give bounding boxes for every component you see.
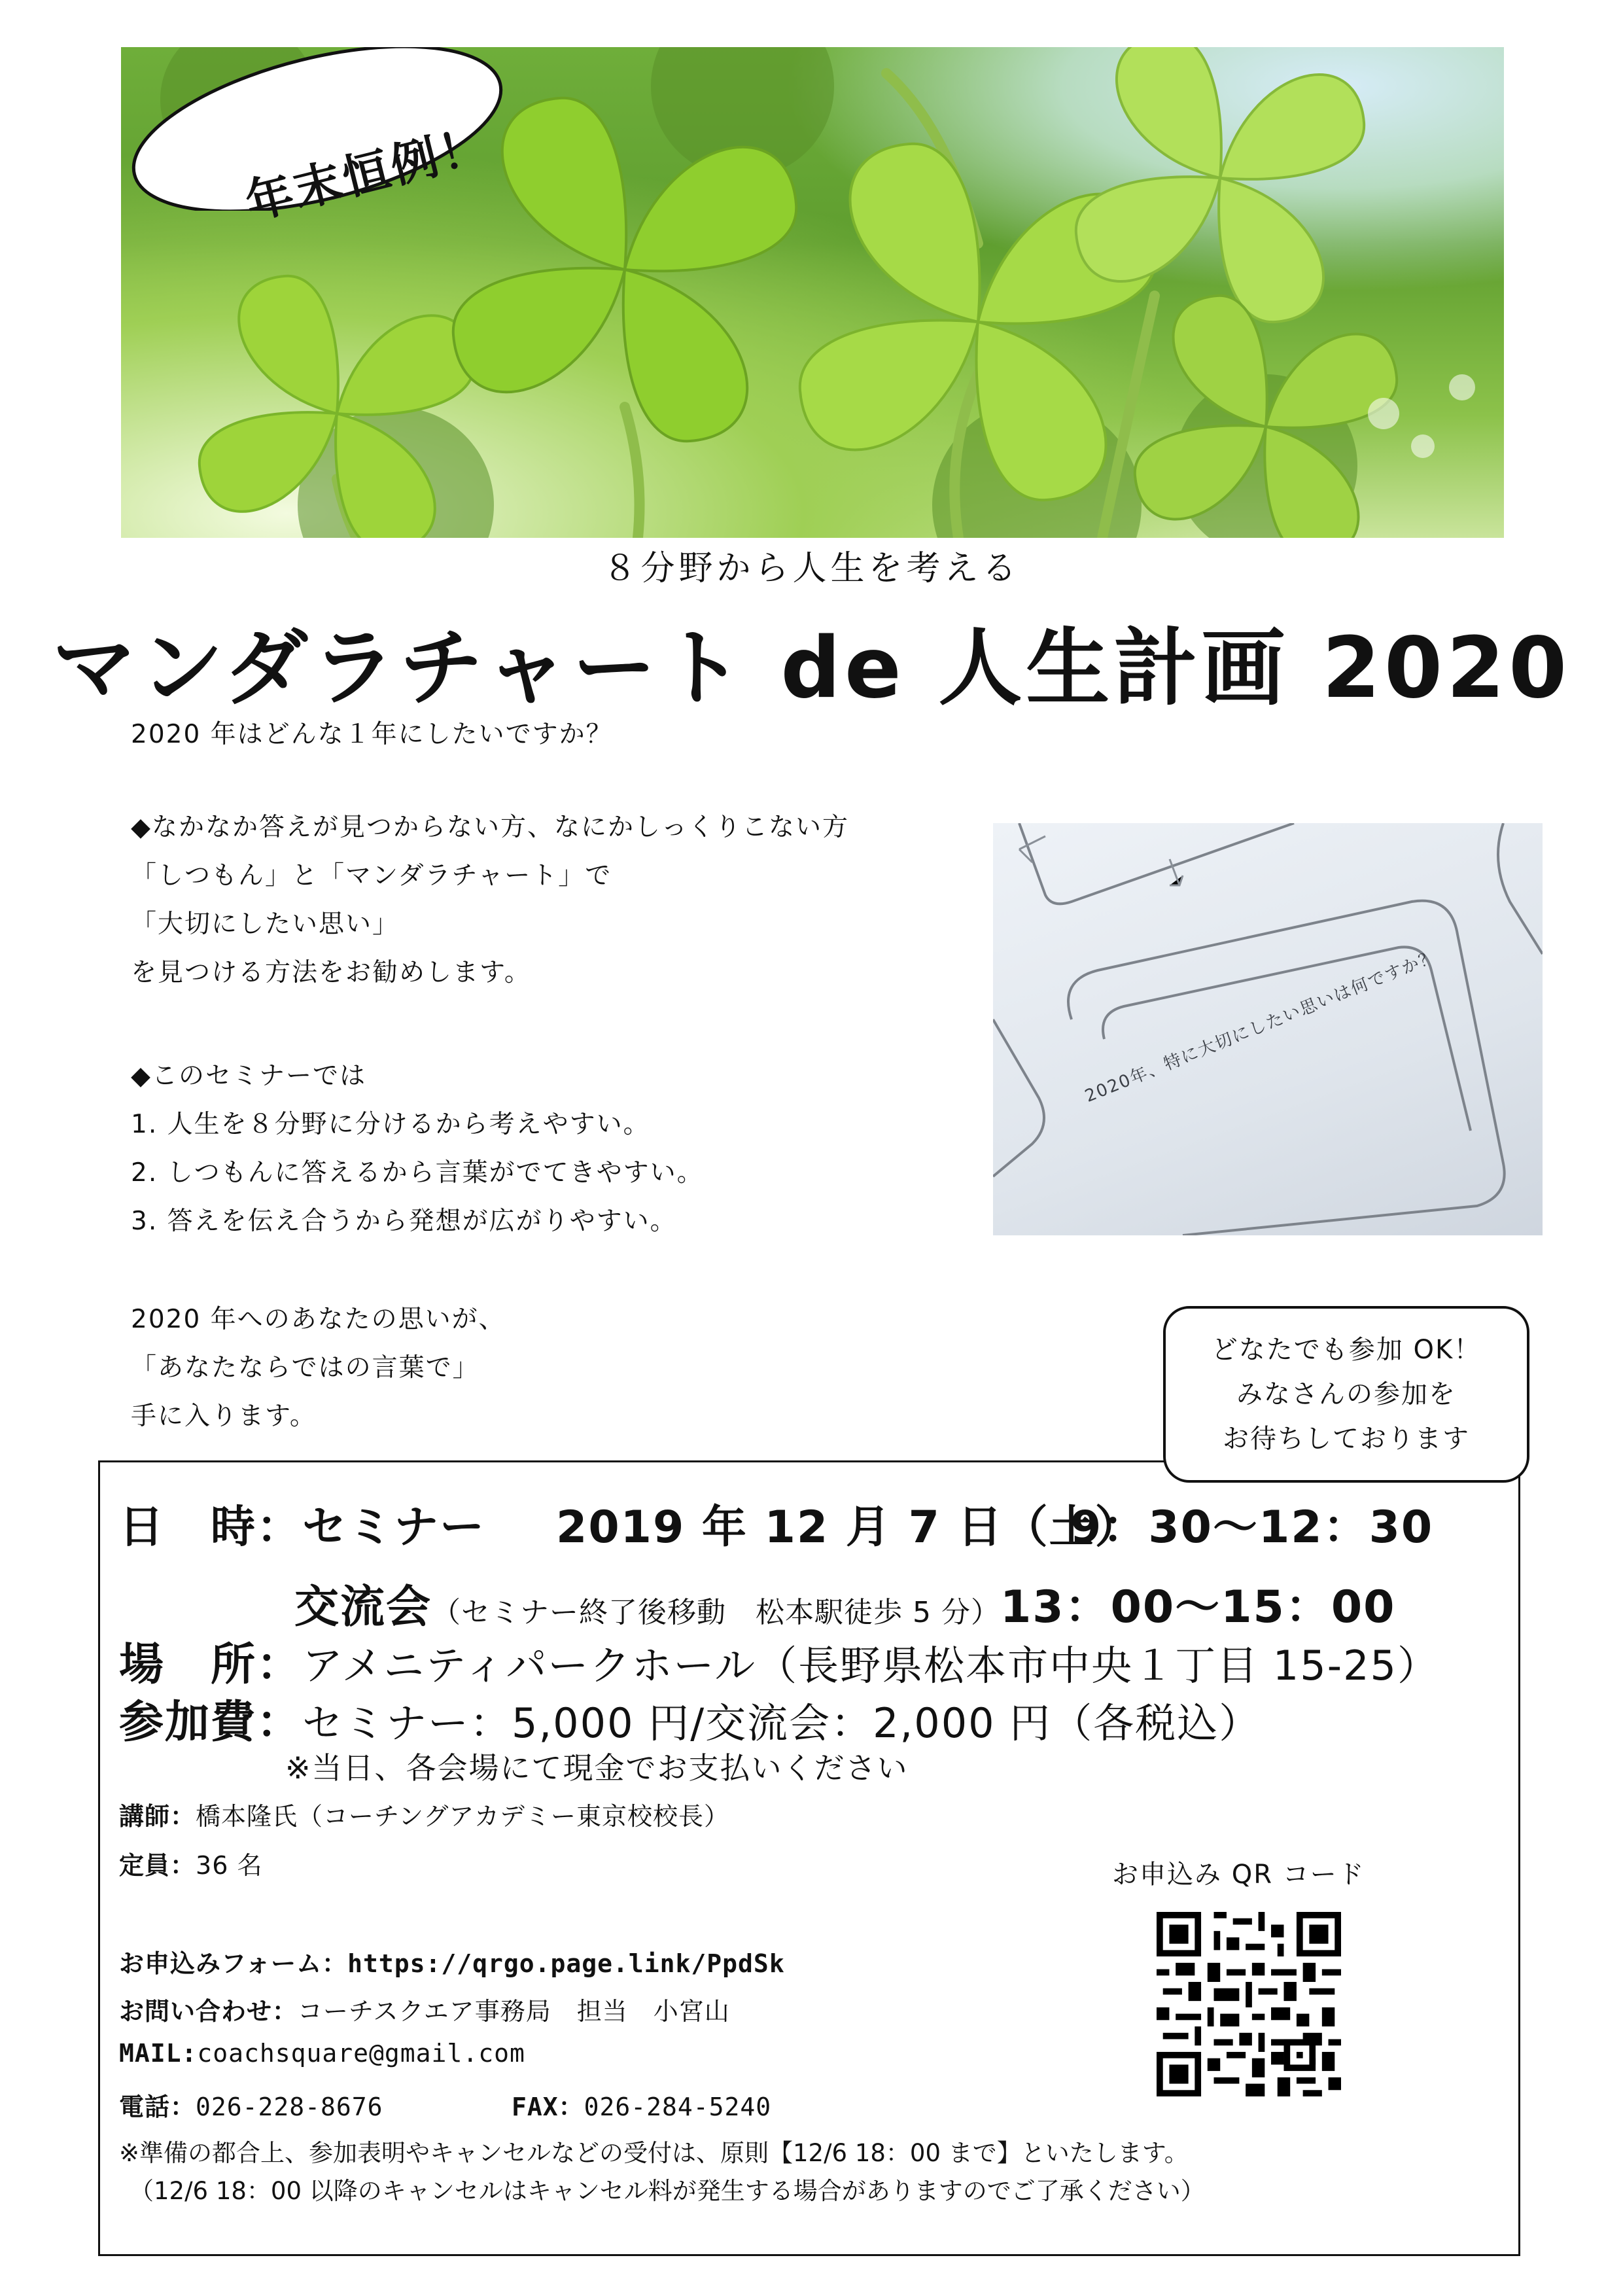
datetime-label: 日 時： xyxy=(119,1502,303,1553)
hero-clover-photo xyxy=(121,47,1504,538)
party-label: 交流会 xyxy=(294,1581,432,1633)
seminar-point: 2. しつもんに答えるから言葉がでてきやすい。 xyxy=(131,1158,704,1188)
seminar-time: 9：30〜12：30 xyxy=(1070,1502,1434,1553)
party-time: 13：00〜15：00 xyxy=(1000,1581,1396,1633)
place-value: アメニティパークホール（長野県松本市中央１丁目 15-25） xyxy=(302,1642,1439,1689)
callout-line: どなたでも参加 OK！ xyxy=(1211,1335,1482,1365)
form-label: お申込みフォーム： xyxy=(119,1949,348,1978)
lecturer-label: 講師： xyxy=(119,1802,196,1831)
form-link[interactable]: https://qrgo.page.link/PpdSk xyxy=(347,1949,785,1978)
subtitle: ８分野から人生を考える xyxy=(602,549,1021,588)
capacity-row xyxy=(119,1845,262,1881)
seminar-heading: ◆このセミナーでは xyxy=(131,1061,366,1091)
seminar-points xyxy=(131,1052,704,1246)
form-row xyxy=(119,1943,785,1979)
intro-question: 2020 年はどんな１年にしたいですか？ xyxy=(131,720,613,749)
welcome-callout xyxy=(1163,1306,1529,1483)
phone-row xyxy=(119,2087,383,2123)
party-row xyxy=(294,1572,1396,1635)
cancel-fee-note: （12/6 18：00 以降のキャンセルはキャンセル料が発生する場合がありますのでご了承ください） xyxy=(130,2177,1205,2205)
intro-line: 「しつもん」と「マンダラチャート」で xyxy=(131,861,612,891)
intro-line: 「大切にしたい思い」 xyxy=(131,910,400,939)
place-label: 場 所： xyxy=(119,1639,303,1691)
contact-row xyxy=(119,1991,730,2027)
mail-row xyxy=(119,2039,525,2068)
closing-paragraph xyxy=(131,1296,506,1441)
badge-text: 年末恒例！ xyxy=(239,116,495,230)
fax-row xyxy=(512,2087,771,2123)
intro-line: を見つける方法をお勧めします。 xyxy=(131,958,531,987)
tel-value: 026-228-8676 xyxy=(196,2093,383,2121)
worksheet-photo xyxy=(993,823,1543,1235)
fee-row xyxy=(119,1687,1261,1750)
page-title: マンダラチャート de 人生計画 2020 xyxy=(52,620,1571,717)
qr-label: お申込み QR コード xyxy=(1112,1860,1365,1890)
fax-label: FAX： xyxy=(512,2093,584,2121)
callout-line: みなさんの参加を xyxy=(1236,1379,1456,1409)
datetime-row xyxy=(119,1492,485,1555)
seminar-point: 1. 人生を８分野に分けるから考えやすい。 xyxy=(131,1110,650,1139)
qr-code-icon[interactable] xyxy=(1157,1912,1341,2096)
place-row xyxy=(119,1629,1439,1693)
capacity-label: 定員： xyxy=(119,1851,196,1880)
worksheet-question: 2020年、特に大切にしたい思いは何ですか？ xyxy=(1082,946,1440,1107)
mail-link[interactable]: coachsquare@gmail.com xyxy=(197,2039,525,2068)
intro-paragraph xyxy=(131,804,849,997)
seminar-date: 2019 年 12 月 7 日（土） xyxy=(556,1502,1141,1553)
contact-value: コーチスクエア事務局 担当 小宮山 xyxy=(298,1997,730,2026)
fee-label: 参加費： xyxy=(119,1697,303,1748)
party-note: （セミナー終了後移動 松本駅徒歩 5 分） xyxy=(432,1596,1000,1629)
fee-note: ※当日、各会場にて現金でお支払いください xyxy=(285,1750,909,1786)
cancel-note: ※準備の都合上、参加表明やキャンセルなどの受付は、原則【12/6 18：00 まで】といたします。 xyxy=(119,2139,1189,2167)
tel-label: 電話： xyxy=(119,2093,196,2121)
closing-line: 2020 年へのあなたの思いが、 xyxy=(131,1305,506,1334)
closing-line: 「あなたならではの言葉で」 xyxy=(131,1353,480,1383)
fax-value: 026-284-5240 xyxy=(584,2093,772,2121)
mail-label: MAIL: xyxy=(119,2039,198,2068)
fee-value: セミナー：5,000 円/交流会：2,000 円（各税込） xyxy=(302,1699,1261,1747)
lecturer-row xyxy=(119,1796,729,1832)
lecturer-value: 橋本隆氏（コーチングアカデミー東京校校長） xyxy=(196,1802,729,1831)
seminar-point: 3. 答えを伝え合うから発想が広がりやすい。 xyxy=(131,1207,677,1236)
seminar-label: セミナー xyxy=(302,1502,486,1553)
callout-line: お待ちしております xyxy=(1223,1424,1470,1454)
closing-line: 手に入ります。 xyxy=(131,1402,317,1431)
contact-label: お問い合わせ： xyxy=(119,1997,298,2026)
intro-line: ◆なかなか答えが見つからない方、なにかしっくりこない方 xyxy=(131,813,849,842)
capacity-value: 36 名 xyxy=(196,1851,263,1880)
